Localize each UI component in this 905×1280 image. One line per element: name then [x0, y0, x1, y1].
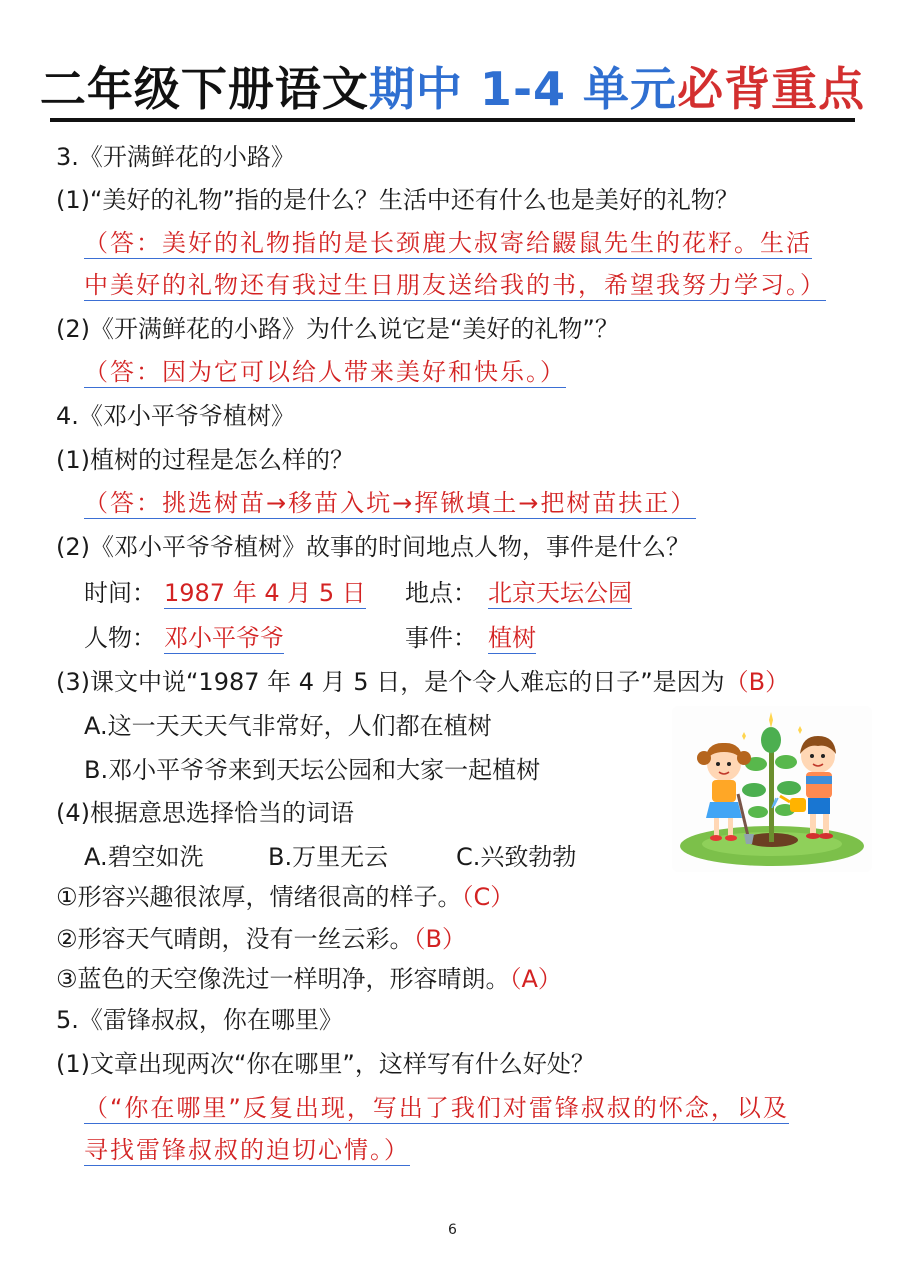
tree-planting-illustration	[672, 706, 872, 872]
s4-question-4: (4)根据意思选择恰当的词语	[56, 799, 354, 827]
event-value: 植树	[488, 624, 536, 652]
time-label: 时间：	[84, 579, 156, 607]
s4-q3-option-a: A.这一天天天气非常好，人们都在植树	[84, 712, 492, 740]
s4-question-2: (2)《邓小平爷爷植树》故事的时间地点人物，事件是什么？	[56, 533, 690, 561]
s4-q4-item-3: ③蓝色的天空像洗过一样明净，形容晴朗。（A）	[56, 965, 562, 993]
s5-answer-1-line-2: 寻找雷锋叔叔的迫切心情。）	[84, 1136, 410, 1164]
s4-answer-1: （答：挑选树苗→移苗入坑→挥锹填土→把树苗扶正）	[84, 489, 697, 517]
title-underline	[50, 118, 855, 122]
person-value: 邓小平爷爷	[164, 624, 284, 652]
s3-answer-1-line-2: 中美好的礼物还有我过生日朋友送给我的书，希望我努力学习。）	[84, 271, 826, 299]
s4-q4-item-2: ②形容天气晴朗，没有一丝云彩。（B）	[56, 925, 466, 953]
s4-q4-item-1: ①形容兴趣很浓厚，情绪很高的样子。（C）	[56, 883, 515, 911]
place-label: 地点：	[405, 579, 477, 607]
s4-q4-item-1-answer: （C）	[461, 883, 515, 911]
event-label: 事件：	[405, 624, 477, 652]
s3-question-2: (2)《开满鲜花的小路》为什么说它是“美好的礼物”？	[56, 315, 619, 343]
s4-q4-item-2-answer: （B）	[413, 925, 466, 953]
s3-answer-2: （答：因为它可以给人带来美好和快乐。）	[84, 358, 566, 386]
s3-question-1: (1)“美好的礼物”指的是什么？生活中还有什么也是美好的礼物？	[56, 186, 739, 214]
s4-q4-item-3-answer: （A）	[509, 965, 562, 993]
section-5-heading: 5.《雷锋叔叔，你在哪里》	[56, 1006, 343, 1034]
time-value: 1987 年 4 月 5 日	[164, 579, 366, 607]
person-label: 人物：	[84, 624, 156, 652]
title-part-3: 必背重点	[677, 62, 866, 116]
s4-q4-option-a: A.碧空如洗	[84, 843, 204, 871]
s4-q4-option-b: B.万里无云	[268, 843, 389, 871]
title-part-2: 期中 1-4 单元	[368, 62, 678, 116]
s5-answer-1-line-1: （“你在哪里”反复出现，写出了我们对雷锋叔叔的怀念，以及	[84, 1094, 789, 1122]
place-value: 北京天坛公园	[488, 579, 632, 607]
s3-answer-1-line-1: （答：美好的礼物指的是长颈鹿大叔寄给鼹鼠先生的花籽。生活	[84, 229, 812, 257]
s4-question-3-answer: （B）	[724, 668, 790, 696]
s4-q3-option-b: B.邓小平爷爷来到天坛公园和大家一起植树	[84, 756, 541, 784]
s4-question-3: (3)课文中说“1987 年 4 月 5 日，是个令人难忘的日子”是因为（B）	[56, 668, 790, 696]
page-number: 6	[448, 1222, 457, 1238]
s4-question-1: (1)植树的过程是怎么样的？	[56, 446, 354, 474]
section-4-heading: 4.《邓小平爷爷植树》	[56, 402, 295, 430]
s5-question-1: (1)文章出现两次“你在哪里”，这样写有什么好处？	[56, 1050, 595, 1078]
page-title	[30, 56, 875, 122]
section-3-heading: 3.《开满鲜花的小路》	[56, 143, 295, 171]
s4-q4-option-c: C.兴致勃勃	[456, 843, 577, 871]
title-part-1: 二年级下册语文	[39, 62, 369, 116]
